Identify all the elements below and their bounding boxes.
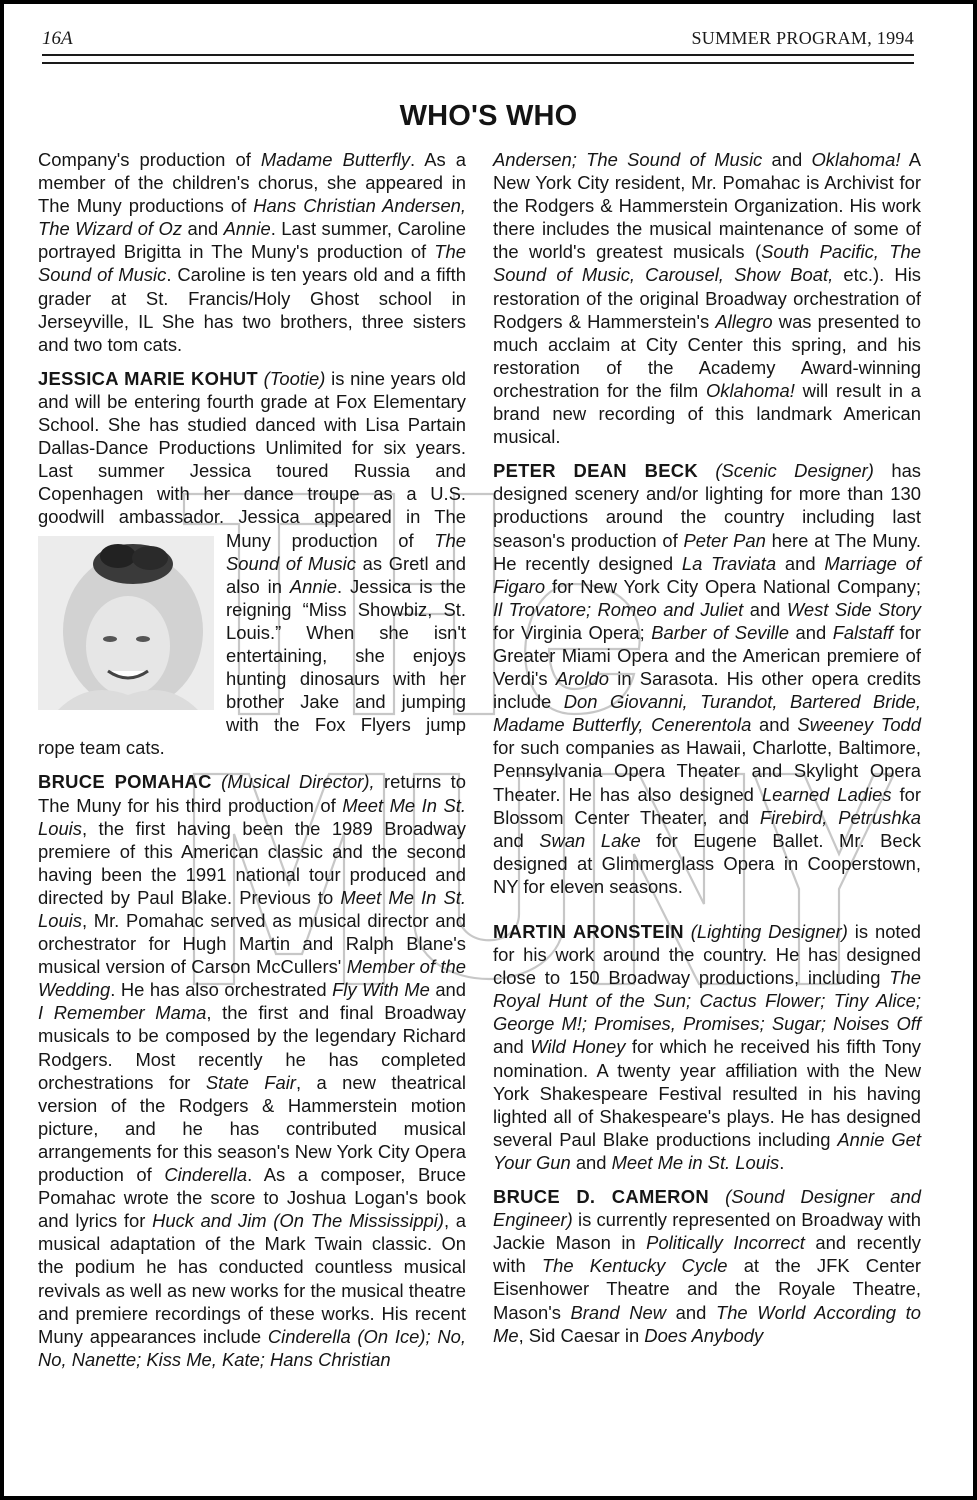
title-italic: Fly With Me — [332, 979, 430, 1001]
text-run: is noted for his work around the country. He has designed close to 150 Broadway productions, including — [493, 921, 921, 989]
right-column — [493, 148, 921, 1358]
title-italic: Huck and Jim (On The Mississippi) — [152, 1210, 444, 1232]
page-title: WHO'S WHO — [399, 100, 578, 132]
title-italic: Sweeney Todd — [797, 714, 921, 736]
text-run: at the JFK Center Eisenhower Theatre and the Royale Theatre, Mason's — [493, 1255, 921, 1323]
title-italic: La Traviata — [681, 552, 777, 574]
text-run: . Jessica is the reigning “Miss Showbiz, St. Louis.” When she isn't entertaining, she enjoys hunting dinosaurs with her brother Jake and jumping with the Fox Flyers jump rope team cats. — [38, 575, 466, 759]
bio-name: JESSICA MARIE KOHUT — [38, 367, 258, 389]
text-run: . — [779, 1151, 785, 1173]
title-italic: State Fair — [205, 1071, 296, 1093]
title-italic: Il Trovatore; Romeo and Juliet — [493, 598, 744, 620]
bio-bruce-pomahac — [38, 770, 466, 1370]
text-run: and — [743, 598, 787, 620]
text-run: and — [666, 1301, 716, 1323]
title-italic: Cinderella (On Ice); No, No, Nanette; Kiss Me, Kate; Hans Christian — [38, 1325, 466, 1370]
bio-role: (Lighting Designer) — [690, 921, 848, 942]
text-run: and — [751, 714, 798, 736]
title-italic: Annie Get Your Gun — [493, 1128, 921, 1173]
portrait-image-icon — [38, 536, 214, 710]
title-italic: Oklahoma! — [705, 379, 795, 401]
text-run: for Blossom Center Theater, and — [493, 783, 921, 828]
title-italic: Cinderella — [164, 1164, 248, 1186]
text-run: Company's production of — [38, 149, 261, 170]
title-italic: Annie — [223, 218, 271, 240]
text-run: and — [570, 1151, 612, 1173]
title-italic: Meet Me in St. Louis — [611, 1151, 780, 1173]
text-run: and — [493, 829, 540, 851]
continued-bio-caroline — [38, 148, 466, 356]
text-run: for New York City Opera National Company; — [545, 575, 921, 597]
title-italic: The World According to Me — [493, 1301, 921, 1346]
text-run: was presented to much acclaim at City Center this spring, and his restoration of the Academy Award-winning orchestration for the film — [493, 310, 921, 401]
program-page — [4, 4, 973, 1496]
title-italic: Peter Pan — [683, 529, 766, 551]
bio-name: PETER DEAN BECK — [493, 460, 698, 482]
text-run: here at The Muny. He recently designed — [493, 529, 922, 574]
bio-role: (Tootie) — [263, 367, 326, 389]
text-run: has designed scenery and/or lighting for more than 130 productions around the country including last season's production of — [493, 460, 921, 551]
text-run: , the first and final Broadway musicals to be composed by the legendary Richard Rodgers. Most recently he has completed orchestrations for — [38, 1002, 466, 1093]
text-run: in Sarasota. His other opera credits include — [493, 668, 922, 713]
header-rule-bottom — [42, 62, 914, 64]
text-run: . Caroline is ten years old and a fifth grader at St. Francis/Holy Ghost school in Jerseyville, IL She has two brothers, three sisters and two tom cats. — [38, 264, 466, 355]
text-run: A New York City resident, Mr. Pomahac is Archivist for the Rodgers & Hammerstein Organization. His work there includes the musical maintenance of some of the world's greatest musicals ( — [493, 149, 921, 263]
title-italic: Madame Butterfly — [260, 149, 411, 170]
title-italic: Wild Honey — [530, 1036, 626, 1058]
title-italic: West Side Story — [786, 598, 922, 620]
text-run: for which he received his fifth Tony nomination. A twenty year affiliation with the New York Shakespeare Festival resulted in his having lighted all of Shakespeare's plays. He has designed several Paul Blake productions including — [493, 1036, 921, 1150]
page-number: 16A — [42, 28, 73, 49]
title-italic: Don Giovanni, Turandot, Bartered Bride, Madame Butterfly, Cenerentola — [493, 691, 921, 736]
title-italic: South Pacific, The Sound of Music, Carousel, Show Boat, — [493, 241, 921, 286]
portrait-photo — [38, 536, 214, 710]
title-italic: Marriage of Figaro — [493, 552, 922, 597]
title-italic: The Sound of Music — [38, 241, 466, 286]
text-run: returns to The Muny for his third production of — [38, 771, 466, 816]
text-run: , Sid Caesar in — [518, 1324, 645, 1346]
title-italic: The Royal Hunt of the Sun; Cactus Flower; Tiny Alice; George M!; Promises, Promises; Sugar; Noises Off — [493, 967, 921, 1035]
bio-body-intro — [38, 368, 466, 551]
text-run: , the first having been the 1989 Broadway premiere of this American classic and the second having been the 1991 national tour produced and directed by Paul Blake. Previous to — [38, 817, 466, 908]
publication-title: SUMMER PROGRAM, 1994 — [691, 28, 914, 48]
title-italic: Andersen; The Sound of Music — [493, 149, 763, 170]
text-run: and — [776, 552, 825, 574]
title-italic: Annie — [289, 575, 337, 597]
text-run: , Mr. Pomahac served as musical director and orchestrator for Hugh Martin and Ralph Blane's musical version of Carson McCullers' — [38, 910, 466, 978]
title-italic: Meet Me In St. Louis — [38, 886, 466, 931]
bio-bruce-d-cameron — [493, 1185, 921, 1347]
text-run: . As a composer, Bruce Pomahac wrote the score to Joshua Logan's book and lyrics for — [38, 1164, 466, 1232]
title-italic: Meet Me In St. Louis — [38, 794, 466, 839]
text-run: as Gretl and also in — [226, 552, 466, 597]
continued-bio-pomahac — [493, 148, 921, 448]
title-italic: Allegro — [715, 310, 773, 332]
text-run: and — [762, 149, 812, 170]
title-italic: Hans Christian Andersen, The Wizard of Oz — [38, 195, 467, 240]
title-italic: Firebird, Petrushka — [759, 806, 921, 828]
bio-peter-dean-beck — [493, 459, 921, 898]
bio-body — [38, 771, 466, 1369]
title-italic: Oklahoma! — [811, 149, 901, 170]
title-italic: Learned Ladies — [761, 783, 892, 805]
title-italic: Swan Lake — [539, 829, 641, 851]
title-italic: Politically Incorrect — [646, 1232, 805, 1254]
text-run: , a musical adaptation of the Mark Twain classic. On the podium he has conducted countless musical revivals as well as new works for the musical theatre and premiere recordings of these works. His recent Muny appearances include — [38, 1210, 467, 1347]
title-italic: The Kentucky Cycle — [541, 1255, 728, 1277]
title-italic: Falstaff — [832, 621, 894, 643]
bio-body — [493, 921, 921, 1173]
text-run: and — [429, 979, 466, 1001]
bio-role: (Sound Designer and Engineer) — [493, 1186, 921, 1231]
bio-role: (Scenic Designer) — [715, 460, 874, 482]
left-column — [38, 148, 466, 1382]
text-run: . As a member of the children's chorus, she appeared in The Muny productions of — [38, 149, 466, 217]
bio-martin-aronstein — [493, 920, 921, 1174]
text-run: and — [182, 218, 224, 240]
bio-name: BRUCE D. CAMERON — [493, 1186, 709, 1208]
text-run: for Greater Miami Opera and the American premiere of Verdi's — [493, 621, 921, 690]
text-run: etc.). His restoration of the original Broadway orchestration of Rodgers & Hammerstein's — [493, 264, 921, 332]
bio-name: BRUCE POMAHAC — [38, 771, 212, 793]
title-italic: Aroldo — [555, 668, 610, 690]
text-run: is currently represented on Broadway with Jackie Mason in — [493, 1209, 921, 1254]
header-rule-top — [42, 54, 914, 56]
bio-body — [493, 460, 921, 897]
title-italic: Brand New — [570, 1301, 667, 1323]
title-italic: Does Anybody — [644, 1324, 764, 1346]
text-run: and — [788, 621, 833, 643]
title-italic: Member of the Wedding — [38, 956, 466, 1001]
text-run: , a new theatrical version of the Rodgers & Hammerstein motion picture, and he has contributed musical arrangements for this season's New York City Opera production of — [38, 1071, 466, 1186]
title-italic: I Remember Mama — [38, 1002, 207, 1024]
text-run: is nine years old and will be entering fourth grade at Fox Elementary School. She has studied danced with Lisa Partain Dallas-Dance Productions Unlimited for six years. Last summer Jessica toured Russia and Copenhagen with her dance troupe as a U.S. goodwill ambassador. Jessica appeared in The Muny production of — [38, 367, 466, 551]
bio-role: (Musical Director), — [221, 771, 375, 793]
bio-jessica-marie-kohut — [38, 367, 466, 760]
text-run: and — [493, 1036, 531, 1058]
text-run: and recently with — [493, 1232, 921, 1277]
text-run: for such companies as Hawaii, Charlotte, Baltimore, Pennsylvania Opera Theater and Skylight Opera Theater. He has also designed — [493, 737, 921, 805]
text-run: . Last summer, Caroline portrayed Brigitta in The Muny's production of — [38, 218, 466, 263]
text-run: for Virginia Opera; — [493, 621, 652, 643]
text-run: for Eugene Ballet. Mr. Beck designed at Glimmerglass Opera in Cooperstown, NY for eleven seasons. — [493, 829, 922, 897]
text-run: . He has also orchestrated — [110, 979, 333, 1001]
title-italic: The Sound of Music — [226, 529, 466, 574]
title-italic: Barber of Seville — [651, 621, 789, 643]
page-header — [42, 28, 914, 54]
bio-name: MARTIN ARONSTEIN — [493, 921, 684, 942]
text-run: will result in a brand new recording of this landmark American musical. — [493, 379, 921, 448]
